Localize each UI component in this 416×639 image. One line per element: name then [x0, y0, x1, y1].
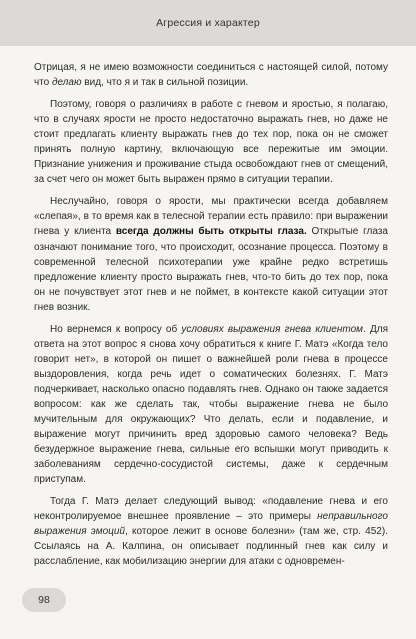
text-run: Неслучайно, говоря о ярости, мы практически всегда добавляем «слепая», в то время как в телесной терапии есть правило: при выражении гнева у клиента: [34, 196, 388, 238]
paragraph: [34, 194, 388, 314]
text-bold: всегда должны быть открыты глаза.: [115, 226, 307, 238]
text-run: Тогда Г. Матэ делает следующий вывод: «подавление гнева и его неконтролируемое внешнее проявление – это примеры: [34, 496, 388, 523]
text-run: Отрицая, я не имею возможности соединиться с настоящей силой, потому что: [34, 62, 388, 89]
text-run: Но вернемся к вопросу об: [50, 323, 182, 335]
page-number: 98: [22, 588, 66, 612]
running-header-title: Агрессия и характер: [156, 17, 260, 29]
text-italic: делаю: [52, 77, 82, 89]
text-run: . Для ответа на этот вопрос я снова хочу обратиться к книге Г. Матэ «Когда тело говорит нет», в которой он пишет о важнейшей роли гнева в процессе выздоровления, когда речь идет о соматических болезнях. Г. Матэ подчеркивает, насколько опасно подавлять гнев. Однако он также задается вопросом: как же сделать так, чтобы выражение гнева не было мучительным для окружающих? Что делать, если и подавление, и выражение могут причинить вред здоровью самого человека? Ведь безудержное выражение гнева, сильные его вспышки могут приводить к заболеваниям сердечно-сосудистой системы, даже к сердечным приступам.: [34, 323, 389, 486]
paragraph: [34, 97, 388, 187]
paragraph: [34, 494, 388, 569]
paragraph: [34, 322, 388, 488]
paragraph: [34, 60, 388, 90]
body-text: [34, 60, 388, 570]
text-run: вид, что я и так в сильной позиции.: [81, 77, 249, 89]
text-run: , которое лежит в основе болезни» (там же, стр. 452). Ссылаясь на А. Калпина, он описывает подлинный гнев как силу и расслабление, как мобилизацию энергии для атаки с одновремен-: [34, 526, 388, 568]
text-italic: неправильного выражения эмоций: [34, 511, 388, 538]
text-run: Открытые глаза означают понимание того, что происходит, осознание процесса. Поэтому в современной телесной психотерапии уже крайне редко встретишь предложение клиенту просто выражать гнев, что-то бить до тех пор, пока он не почувствует этот гнев и не поймет, в контексте какой ситуации этот гнев возник.: [34, 226, 388, 313]
text-italic: условиях выражения гнева клиентом: [181, 323, 364, 335]
text-run: Поэтому, говоря о различиях в работе с гневом и яростью, я полагаю, что в случаях ярости не просто недостаточно выражать гнев, но даже не стоит предлагать клиенту выражать гнев до тех пор, пока он не сможет принять полную картину, включающую все пережитые им эмоции. Признание унижения и проживание стыда освобождают гнев от смещений, за счет чего он может быть выражен прямо в ситуации терапии.: [34, 99, 388, 186]
